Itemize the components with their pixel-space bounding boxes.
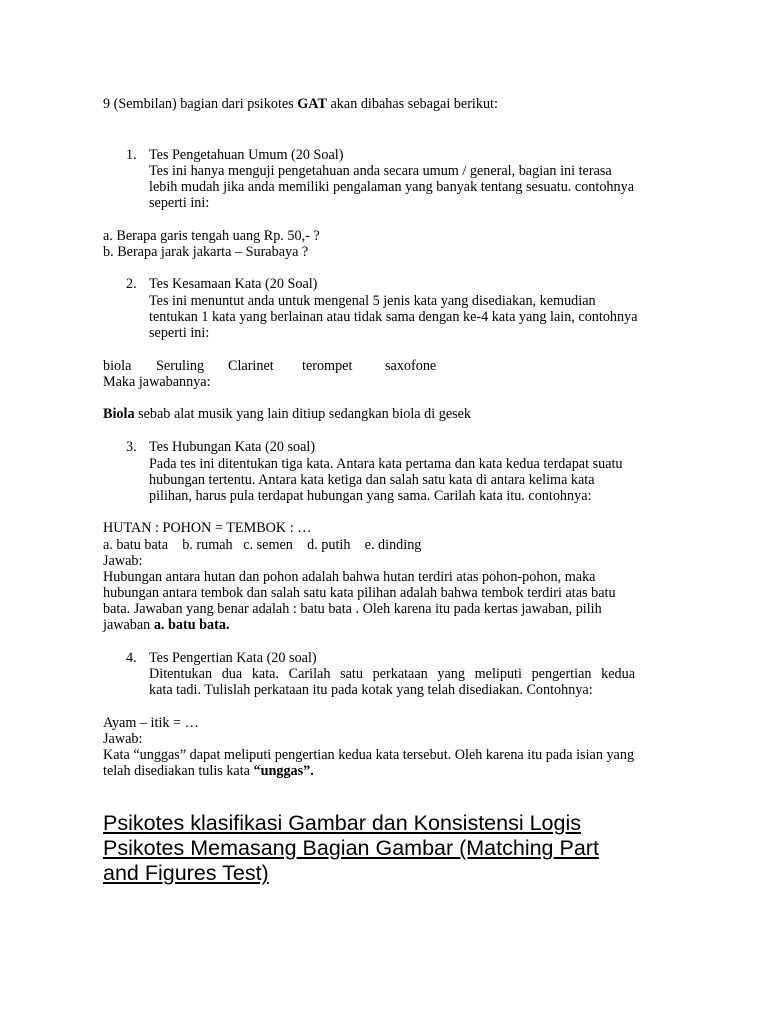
section-1-title: Tes Pengetahuan Umum (20 Soal) xyxy=(149,147,344,163)
line-bold: “unggas”. xyxy=(253,763,314,779)
example-4-line xyxy=(103,763,314,780)
section-1-line: lebih mudah jika anda memiliki pengalaman yang banyak tentang sesuatu. contohnya xyxy=(149,179,634,195)
example-3-explanation: Hubungan antara hutan dan pohon adalah bahwa hutan terdiri atas pohon-pohon, maka xyxy=(103,569,596,585)
example-3-options xyxy=(103,537,421,554)
answer-prompt: Maka jawabannya: xyxy=(103,374,211,390)
intro-text: 9 (Sembilan) bagian dari psikotes xyxy=(103,96,298,112)
heading-link[interactable]: and Figures Test) xyxy=(103,861,269,885)
instrument-word: biola xyxy=(103,358,132,374)
heading-link[interactable]: Psikotes klasifikasi Gambar dan Konsistensi Logis xyxy=(103,811,581,835)
intro-paragraph xyxy=(103,96,498,113)
answer-rest: sebab alat musik yang lain ditiup sedangkan biola di gesek xyxy=(134,406,472,422)
example-3-explanation: bata. Jawaban yang benar adalah : batu bata . Oleh karena itu pada kertas jawaban, pilih xyxy=(103,601,602,617)
section-3-line: hubungan tertentu. Antara kata ketiga dan salah satu kata di antara kelima kata xyxy=(149,472,595,488)
instrument-word: terompet xyxy=(302,358,353,374)
section-4-title: Tes Pengertian Kata (20 soal) xyxy=(149,650,317,666)
example-4-line: Kata “unggas” dapat meliputi pengertian kedua kata tersebut. Oleh karena itu pada isian yang xyxy=(103,747,635,763)
answer-bold: Biola xyxy=(103,406,135,422)
instrument-word: Clarinet xyxy=(228,358,274,374)
instrument-word: saxofone xyxy=(385,358,437,374)
line-pre: telah disediakan tulis kata xyxy=(103,763,254,779)
section-3-number: 3. xyxy=(126,439,137,455)
example-3-explanation: hubungan antara tembok dan salah satu kata pilihan adalah bahwa tembok terdiri atas batu xyxy=(103,585,616,601)
section-1-line: seperti ini: xyxy=(149,195,210,211)
option: c. semen xyxy=(243,537,293,553)
section-4-line xyxy=(149,666,635,683)
section-3-line: Pada tes ini ditentukan tiga kata. Antara kata pertama dan kata kedua terdapat suatu xyxy=(149,456,623,472)
intro-text-end: akan dibahas sebagai berikut: xyxy=(326,96,498,112)
section-2-number: 2. xyxy=(126,276,137,292)
example-4-jawab: Jawab: xyxy=(103,731,143,747)
option: d. putih xyxy=(307,537,351,553)
example-3-question: HUTAN : POHON = TEMBOK : … xyxy=(103,520,312,536)
section-1-line: Tes ini hanya menguji pengetahuan anda secara umum / general, bagian ini terasa xyxy=(149,163,612,179)
heading-link[interactable]: Psikotes Memasang Bagian Gambar (Matching Part xyxy=(103,836,599,860)
section-4-line-text: Ditentukan dua kata. Carilah satu perkataan yang meliputi pengertian kedua xyxy=(149,666,635,682)
option: a. batu bata xyxy=(103,537,168,553)
section-3-line: pilihan, harus pula terdapat hubungan yang sama. Carilah kata itu. contohnya: xyxy=(149,488,592,504)
section-4-line: kata tadi. Tulislah perkataan itu pada kotak yang telah disediakan. Contohnya: xyxy=(149,682,593,698)
section-4-number: 4. xyxy=(126,650,137,666)
example-1-a: a. Berapa garis tengah uang Rp. 50,- ? xyxy=(103,228,320,244)
section-3-title: Tes Hubungan Kata (20 soal) xyxy=(149,439,316,455)
section-1-number: 1. xyxy=(126,147,137,163)
instrument-word: Seruling xyxy=(156,358,205,374)
example-3-answer-line xyxy=(103,617,230,634)
section-2-line: Tes ini menuntut anda untuk mengenal 5 jenis kata yang disediakan, kemudian xyxy=(149,293,596,309)
example-4-question: Ayam – itik = … xyxy=(103,715,199,731)
section-2-title: Tes Kesamaan Kata (20 Soal) xyxy=(149,276,318,292)
answer-pre: jawaban xyxy=(103,617,154,633)
option: e. dinding xyxy=(364,537,422,553)
answer-line xyxy=(103,406,471,423)
example-3-jawab: Jawab: xyxy=(103,553,143,569)
option: b. rumah xyxy=(182,537,233,553)
example-1-b: b. Berapa jarak jakarta – Surabaya ? xyxy=(103,244,309,260)
intro-gat-bold: GAT xyxy=(297,96,327,112)
section-2-line: tentukan 1 kata yang berlainan atau tidak sama dengan ke-4 kata yang lain, contohnya xyxy=(149,309,638,325)
answer-bold: a. batu bata. xyxy=(153,617,230,633)
section-2-line: seperti ini: xyxy=(149,325,210,341)
